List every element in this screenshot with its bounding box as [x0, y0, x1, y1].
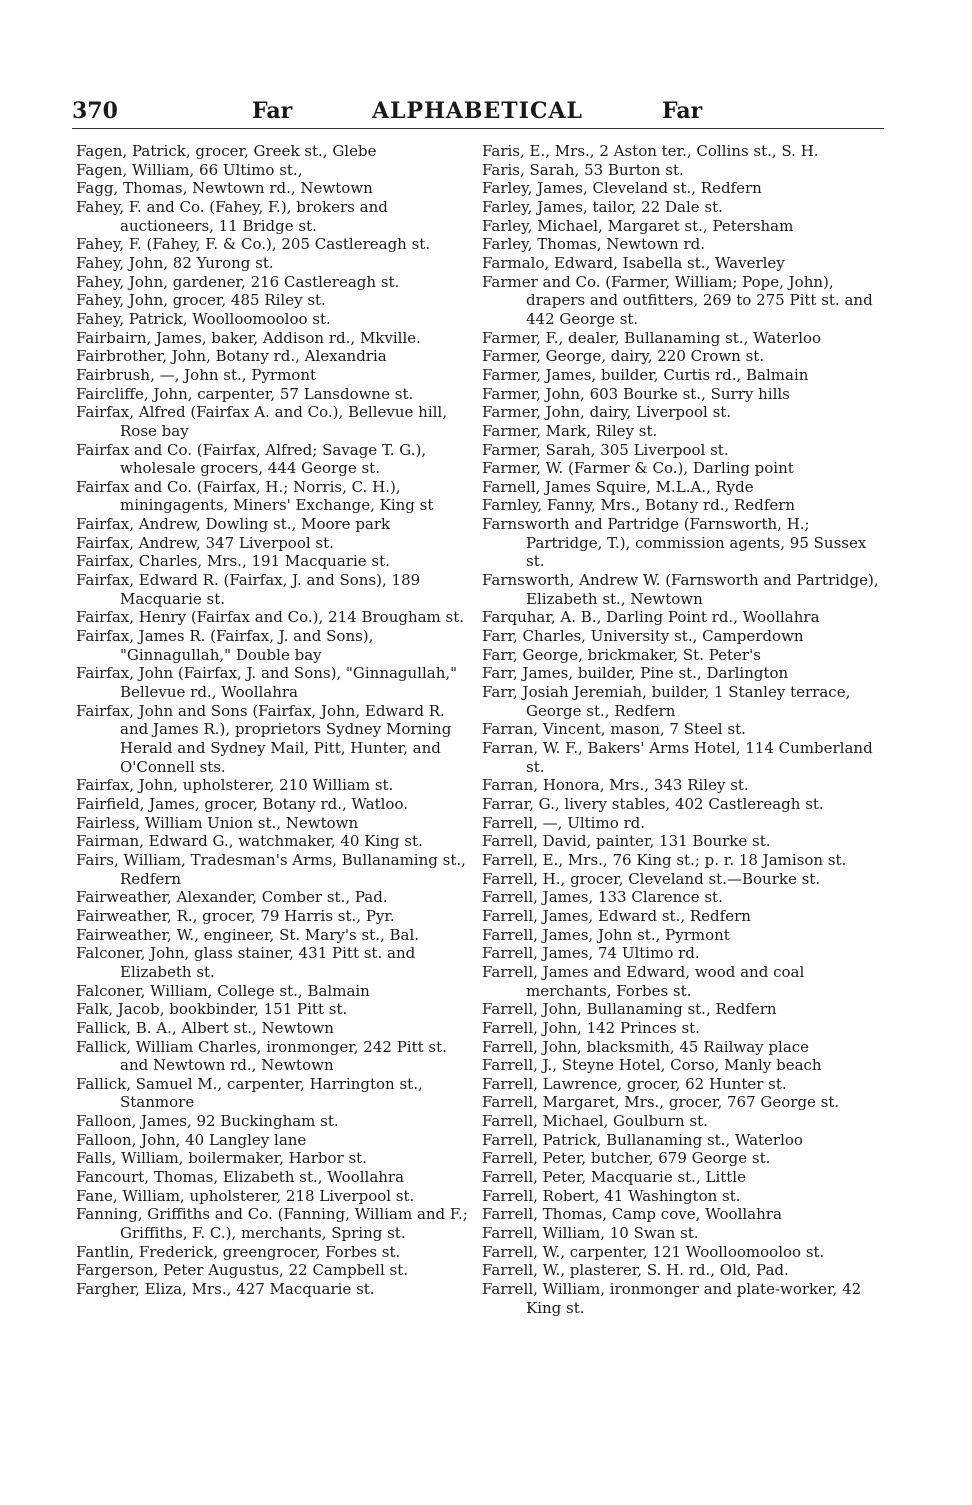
directory-entry: Fairs, William, Tradesman's Arms, Bullanaming st., Redfern	[76, 850, 466, 888]
directory-entry: Farmer, James, builder, Curtis rd., Balmain	[482, 365, 809, 384]
directory-entry: Fahey, John, gardener, 216 Castlereagh st.	[76, 272, 400, 291]
directory-entry: Fairweather, W., engineer, St. Mary's st., Bal.	[76, 925, 420, 944]
directory-entry: Farrell, James, 133 Clarence st.	[482, 888, 723, 907]
directory-entry: Farrell, Thomas, Camp cove, Woollahra	[482, 1205, 782, 1224]
directory-entry: Farrell, William, 10 Swan st.	[482, 1224, 699, 1243]
directory-entry: Farley, James, Cleveland st., Redfern	[482, 179, 762, 198]
directory-entry: Farmer, John, 603 Bourke st., Surry hills	[482, 384, 790, 403]
directory-entry: Fairfax, Alfred (Fairfax A. and Co.), Bellevue hill, Rose bay	[76, 403, 447, 440]
directory-entry: Faris, E., Mrs., 2 Aston ter., Collins st., S. H.	[482, 142, 819, 160]
directory-entry: Farrell, W., plasterer, S. H. rd., Old, Pad.	[482, 1261, 789, 1280]
directory-entry: Farrell, J., Steyne Hotel, Corso, Manly beach	[482, 1056, 822, 1075]
directory-entry: Farrell, E., Mrs., 76 King st.; p. r. 18 Jamison st.	[482, 850, 847, 869]
directory-entry: Farrell, John, 142 Princes st.	[482, 1018, 700, 1037]
directory-entry: Farrell, William, ironmonger and plate-worker, 42 King st.	[482, 1280, 862, 1317]
directory-entry: Fairbrush, —, John st., Pyrmont	[76, 365, 317, 384]
directory-entry: Fane, William, upholsterer, 218 Liverpool st.	[76, 1186, 415, 1205]
directory-entry: Farmer, W. (Farmer & Co.), Darling point	[482, 459, 794, 478]
directory-entry: Farnell, James Squire, M.L.A., Ryde	[482, 477, 754, 496]
directory-entry: Fairfax and Co. (Fairfax, Alfred; Savage T. G.), wholesale grocers, 444 George st.	[76, 440, 427, 478]
directory-entry: Farrell, Patrick, Bullanaming st., Waterloo	[482, 1130, 803, 1149]
directory-entry: Farnley, Fanny, Mrs., Botany rd., Redfern	[482, 496, 796, 515]
directory-entry: Fahey, F. and Co. (Fahey, F.), brokers and auctioneers, 11 Bridge st.	[76, 197, 388, 235]
directory-entry: Fairweather, Alexander, Comber st., Pad.	[76, 888, 388, 907]
directory-entry: Fallick, William Charles, ironmonger, 242 Pitt st. and Newtown rd., Newtown	[76, 1037, 447, 1075]
directory-entry: Fancourt, Thomas, Elizabeth st., Woollahra	[76, 1168, 405, 1187]
directory-entry: Falconer, William, College st., Balmain	[76, 981, 370, 1000]
directory-entry: Farrell, John, Bullanaming st., Redfern	[482, 1000, 777, 1019]
directory-entry: Fahey, John, grocer, 485 Riley st.	[76, 291, 326, 310]
directory-entry: Fairweather, R., grocer, 79 Harris st., Pyr.	[76, 906, 395, 925]
directory-entry: Farr, James, builder, Pine st., Darlington	[482, 664, 789, 683]
directory-entry: Fahey, John, 82 Yurong st.	[76, 253, 274, 272]
directory-entry: Falls, William, boilermaker, Harbor st.	[76, 1149, 367, 1168]
directory-entry: Fallick, Samuel M., carpenter, Harrington st., Stanmore	[76, 1074, 423, 1112]
directory-entry: Falloon, James, 92 Buckingham st.	[76, 1112, 339, 1131]
directory-entry: Farrell, Peter, Macquarie st., Little	[482, 1168, 746, 1187]
right-column	[482, 142, 882, 1317]
directory-entry: Farrell, Margaret, Mrs., grocer, 767 George st.	[482, 1093, 840, 1112]
directory-entry: Farrell, W., carpenter, 121 Woolloomooloo st.	[482, 1242, 825, 1261]
directory-entry: Fahey, Patrick, Woolloomooloo st.	[76, 309, 331, 328]
directory-entry: Farrell, James, Edward st., Redfern	[482, 906, 751, 925]
directory-entry: Farrell, —, Ultimo rd.	[482, 813, 646, 832]
directory-entry: Farley, Michael, Margaret st., Petersham	[482, 216, 794, 235]
directory-entry: Fairfax, John and Sons (Fairfax, John, Edward R. and James R.), proprietors Sydney Morning Herald and Sydney Mail, Pitt, Hunter, and O'Connell sts.	[76, 701, 452, 776]
directory-entry: Fairbrother, John, Botany rd., Alexandria	[76, 347, 387, 366]
directory-entry: Farley, Thomas, Newtown rd.	[482, 235, 706, 254]
directory-entry: Fairfax, Henry (Fairfax and Co.), 214 Brougham st.	[76, 608, 465, 627]
directory-entry: Farran, W. F., Bakers' Arms Hotel, 114 Cumberland st.	[482, 739, 873, 776]
directory-entry: Farnsworth and Partridge (Farnsworth, H.; Partridge, T.), commission agents, 95 Sussex st.	[482, 515, 867, 571]
page-number: 370	[72, 98, 118, 124]
directory-entry: Farquhar, A. B., Darling Point rd., Woollahra	[482, 608, 820, 627]
directory-entry: Farmalo, Edward, Isabella st., Waverley	[482, 253, 785, 272]
directory-entry: Farr, George, brickmaker, St. Peter's	[482, 645, 761, 664]
directory-entry: Falconer, John, glass stainer, 431 Pitt st. and Elizabeth st.	[76, 944, 416, 981]
directory-entry: Fantlin, Frederick, greengrocer, Forbes st.	[76, 1242, 401, 1261]
directory-entry: Farley, James, tailor, 22 Dale st.	[482, 197, 723, 216]
directory-entry: Fagg, Thomas, Newtown rd., Newtown	[76, 179, 373, 198]
directory-entry: Fairman, Edward G., watchmaker, 40 King st.	[76, 832, 423, 851]
directory-entry: Fallick, B. A., Albert st., Newtown	[76, 1018, 334, 1037]
directory-entry: Falloon, John, 40 Langley lane	[76, 1130, 307, 1149]
left-column	[76, 142, 476, 1299]
directory-entry: Fairfax, Andrew, 347 Liverpool st.	[76, 533, 334, 552]
directory-entry: Fairfax and Co. (Fairfax, H.; Norris, C. H.), miningagents, Miners' Exchange, King st	[76, 477, 434, 515]
directory-entry: Fanning, Griffiths and Co. (Fanning, William and F.; Griffiths, F. C.), merchants, Spring st.	[76, 1205, 468, 1243]
directory-entry: Falk, Jacob, bookbinder, 151 Pitt st.	[76, 1000, 348, 1019]
directory-entry: Farrell, Peter, butcher, 679 George st.	[482, 1149, 771, 1168]
header-keyword-left: Far	[252, 98, 293, 124]
directory-entry: Fairfax, Charles, Mrs., 191 Macquarie st.	[76, 552, 390, 571]
directory-entry: Farrell, James, John st., Pyrmont	[482, 925, 730, 944]
directory-entry: Fairbairn, James, baker, Addison rd., Mkville.	[76, 328, 421, 347]
directory-entry: Farrell, Michael, Goulburn st.	[482, 1112, 708, 1131]
directory-entry: Fagen, Patrick, grocer, Greek st., Glebe	[76, 142, 377, 160]
directory-entry: Fairfax, John, upholsterer, 210 William st.	[76, 776, 394, 795]
directory-entry: Fairfield, James, grocer, Botany rd., Watloo.	[76, 794, 408, 813]
directory-entry: Farmer, George, dairy, 220 Crown st.	[482, 347, 765, 366]
directory-entry: Fairfax, Andrew, Dowling st., Moore park	[76, 515, 391, 534]
directory-entry: Faris, Sarah, 53 Burton st.	[482, 160, 684, 179]
directory-entry: Farrell, James and Edward, wood and coal merchants, Forbes st.	[482, 962, 805, 1000]
directory-entry: Farran, Vincent, mason, 7 Steel st.	[482, 720, 746, 739]
directory-entry: Farrell, David, painter, 131 Bourke st.	[482, 832, 771, 851]
directory-entry: Farnsworth, Andrew W. (Farnsworth and Partridge), Elizabeth st., Newtown	[482, 571, 879, 608]
directory-entry: Farrell, James, 74 Ultimo rd.	[482, 944, 700, 963]
directory-entry: Farmer, Sarah, 305 Liverpool st.	[482, 440, 729, 459]
directory-entry: Farmer and Co. (Farmer, William; Pope, John), drapers and outfitters, 269 to 275 Pitt st. and 442 George st.	[482, 272, 873, 328]
directory-entry: Fagen, William, 66 Ultimo st.,	[76, 160, 303, 179]
directory-entry: Farmer, Mark, Riley st.	[482, 421, 658, 440]
directory-entry: Fargher, Eliza, Mrs., 427 Macquarie st.	[76, 1280, 375, 1299]
directory-entry: Farrell, Robert, 41 Washington st.	[482, 1186, 741, 1205]
running-header	[72, 98, 884, 129]
directory-entry: Fargerson, Peter Augustus, 22 Campbell st.	[76, 1261, 409, 1280]
directory-entry: Farrell, John, blacksmith, 45 Railway place	[482, 1037, 810, 1056]
directory-entry: Fairfax, Edward R. (Fairfax, J. and Sons), 189 Macquarie st.	[76, 571, 421, 608]
page-title: ALPHABETICAL	[372, 98, 584, 124]
directory-entry: Fairfax, James R. (Fairfax, J. and Sons), "Ginnagullah," Double bay	[76, 627, 374, 664]
directory-entry: Fairless, William Union st., Newtown	[76, 813, 359, 832]
directory-entry: Fairfax, John (Fairfax, J. and Sons), "Ginnagullah," Bellevue rd., Woollahra	[76, 664, 458, 702]
directory-entry: Farr, Charles, University st., Camperdown	[482, 627, 804, 646]
directory-entry: Farrell, Lawrence, grocer, 62 Hunter st.	[482, 1074, 787, 1093]
header-keyword-right: Far	[662, 98, 703, 124]
directory-entry: Farmer, F., dealer, Bullanaming st., Waterloo	[482, 328, 822, 347]
directory-entry: Farrar, G., livery stables, 402 Castlereagh st.	[482, 794, 824, 813]
directory-entry: Farmer, John, dairy, Liverpool st.	[482, 403, 732, 422]
directory-entry: Farran, Honora, Mrs., 343 Riley st.	[482, 776, 749, 795]
directory-entry: Faircliffe, John, carpenter, 57 Lansdowne st.	[76, 384, 414, 403]
directory-entry: Fahey, F. (Fahey, F. & Co.), 205 Castlereagh st.	[76, 235, 431, 254]
directory-entry: Farrell, H., grocer, Cleveland st.—Bourke st.	[482, 869, 821, 888]
directory-entry: Farr, Josiah Jeremiah, builder, 1 Stanley terrace, George st., Redfern	[482, 683, 851, 720]
